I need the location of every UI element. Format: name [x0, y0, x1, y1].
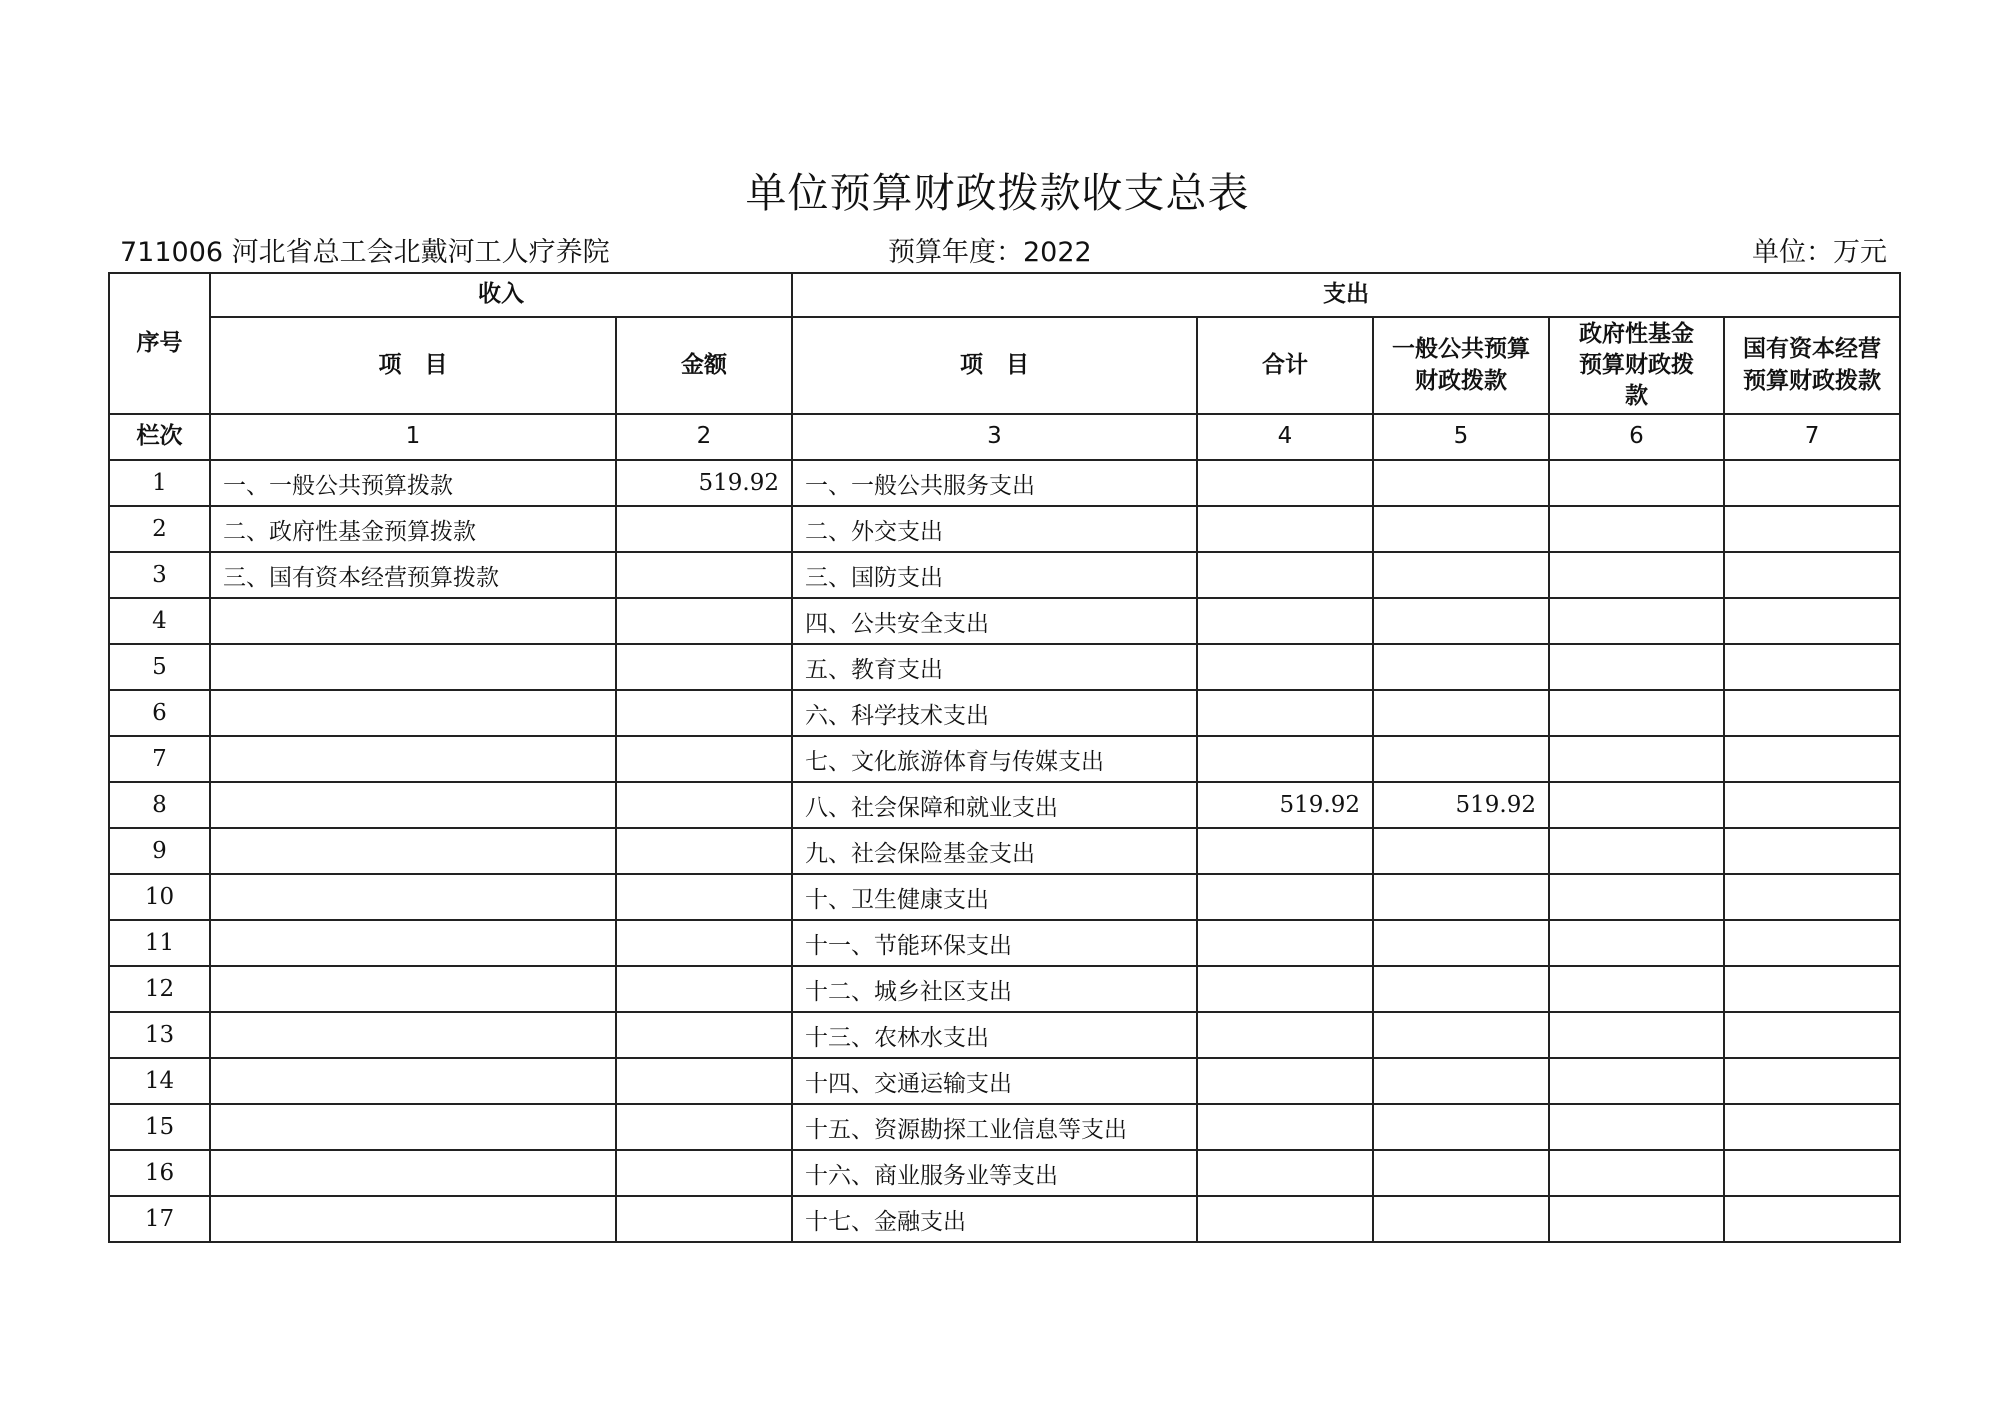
income-amount [616, 920, 792, 966]
expense-gov-fund [1549, 782, 1724, 828]
expense-state-capital [1724, 506, 1900, 552]
expense-total: 519.92 [1197, 782, 1373, 828]
expense-item: 七、文化旅游体育与传媒支出 [792, 736, 1197, 782]
col-index: 1 [210, 414, 616, 460]
expense-gov-fund [1549, 690, 1724, 736]
expense-state-capital [1724, 460, 1900, 506]
row-seq: 13 [109, 1012, 210, 1058]
expense-total [1197, 1012, 1373, 1058]
seq-header: 序号 [109, 273, 210, 414]
expense-total [1197, 598, 1373, 644]
income-amount [616, 782, 792, 828]
expense-item: 十三、农林水支出 [792, 1012, 1197, 1058]
expense-item: 十七、金融支出 [792, 1196, 1197, 1242]
table-row [109, 644, 1900, 690]
expense-item: 一、一般公共服务支出 [792, 460, 1197, 506]
page-title: 单位预算财政拨款收支总表 [745, 169, 1250, 217]
income-amount [616, 644, 792, 690]
expense-total [1197, 920, 1373, 966]
row-seq: 9 [109, 828, 210, 874]
expense-state-capital [1724, 690, 1900, 736]
col-index: 6 [1549, 414, 1724, 460]
expense-item: 十五、资源勘探工业信息等支出 [792, 1104, 1197, 1150]
expense-state-capital [1724, 920, 1900, 966]
expense-general [1373, 690, 1549, 736]
table-row [109, 552, 1900, 598]
expense-gov-fund [1549, 552, 1724, 598]
expense-general [1373, 874, 1549, 920]
table-row [109, 736, 1900, 782]
income-amount [616, 506, 792, 552]
col-income-item: 项 目 [210, 317, 616, 414]
row-seq: 16 [109, 1150, 210, 1196]
expense-state-capital [1724, 1012, 1900, 1058]
row-seq: 6 [109, 690, 210, 736]
expense-general: 519.92 [1373, 782, 1549, 828]
budget-table [108, 272, 1901, 1243]
income-item [210, 874, 616, 920]
unit-name: 711006 河北省总工会北戴河工人疗养院 [120, 237, 610, 268]
income-item [210, 1104, 616, 1150]
expense-gov-fund [1549, 874, 1724, 920]
expense-gov-fund [1549, 1058, 1724, 1104]
table-row [109, 690, 1900, 736]
expense-gov-fund [1549, 460, 1724, 506]
row-seq: 11 [109, 920, 210, 966]
expense-state-capital [1724, 1150, 1900, 1196]
income-amount [616, 736, 792, 782]
row-seq: 7 [109, 736, 210, 782]
income-amount [616, 966, 792, 1012]
expense-gov-fund [1549, 1196, 1724, 1242]
col-index: 4 [1197, 414, 1373, 460]
row-seq: 14 [109, 1058, 210, 1104]
expense-general [1373, 1012, 1549, 1058]
income-item [210, 782, 616, 828]
income-amount [616, 1196, 792, 1242]
col-expense-item: 项 目 [792, 317, 1197, 414]
col-index: 5 [1373, 414, 1549, 460]
expense-item: 九、社会保险基金支出 [792, 828, 1197, 874]
expense-state-capital [1724, 1058, 1900, 1104]
table-row [109, 1196, 1900, 1242]
income-amount [616, 828, 792, 874]
income-amount: 519.92 [616, 460, 792, 506]
income-item [210, 920, 616, 966]
col-index: 2 [616, 414, 792, 460]
expense-total [1197, 552, 1373, 598]
expense-item: 五、教育支出 [792, 644, 1197, 690]
income-item [210, 736, 616, 782]
expense-gov-fund [1549, 920, 1724, 966]
table-row [109, 1058, 1900, 1104]
expense-total [1197, 874, 1373, 920]
expense-item: 十一、节能环保支出 [792, 920, 1197, 966]
expense-total [1197, 966, 1373, 1012]
expense-item: 十、卫生健康支出 [792, 874, 1197, 920]
income-item [210, 644, 616, 690]
expense-general [1373, 966, 1549, 1012]
expense-item: 六、科学技术支出 [792, 690, 1197, 736]
table-row [109, 1104, 1900, 1150]
expense-state-capital [1724, 828, 1900, 874]
unit-label: 单位：万元 [1752, 237, 1887, 268]
expense-general [1373, 598, 1549, 644]
col-general: 一般公共预算财政拨款 [1373, 317, 1549, 414]
expense-state-capital [1724, 782, 1900, 828]
table-row [109, 1150, 1900, 1196]
row-seq: 8 [109, 782, 210, 828]
expense-total [1197, 644, 1373, 690]
col-state-capital: 国有资本经营预算财政拨款 [1724, 317, 1900, 414]
expense-general [1373, 920, 1549, 966]
expense-total [1197, 506, 1373, 552]
expense-item: 十四、交通运输支出 [792, 1058, 1197, 1104]
income-item [210, 1150, 616, 1196]
col-index-label: 栏次 [109, 414, 210, 460]
col-total: 合计 [1197, 317, 1373, 414]
income-item [210, 1058, 616, 1104]
expense-gov-fund [1549, 1104, 1724, 1150]
table-row [109, 1012, 1900, 1058]
income-amount [616, 1058, 792, 1104]
table-row [109, 598, 1900, 644]
row-seq: 3 [109, 552, 210, 598]
expense-general [1373, 506, 1549, 552]
row-seq: 12 [109, 966, 210, 1012]
row-seq: 15 [109, 1104, 210, 1150]
col-index: 7 [1724, 414, 1900, 460]
col-amount: 金额 [616, 317, 792, 414]
expense-general [1373, 736, 1549, 782]
expense-state-capital [1724, 644, 1900, 690]
expense-gov-fund [1549, 736, 1724, 782]
income-item: 一、一般公共预算拨款 [210, 460, 616, 506]
expense-state-capital [1724, 1104, 1900, 1150]
income-amount [616, 1104, 792, 1150]
income-item: 三、国有资本经营预算拨款 [210, 552, 616, 598]
expense-general [1373, 1196, 1549, 1242]
expense-state-capital [1724, 966, 1900, 1012]
expense-general [1373, 552, 1549, 598]
expense-state-capital [1724, 736, 1900, 782]
income-amount [616, 690, 792, 736]
col-gov-fund: 政府性基金预算财政拨款 [1549, 317, 1724, 414]
expense-total [1197, 690, 1373, 736]
row-seq: 10 [109, 874, 210, 920]
expense-gov-fund [1549, 506, 1724, 552]
income-amount [616, 874, 792, 920]
expense-total [1197, 736, 1373, 782]
expense-item: 十二、城乡社区支出 [792, 966, 1197, 1012]
expense-total [1197, 1150, 1373, 1196]
expense-general [1373, 460, 1549, 506]
row-seq: 2 [109, 506, 210, 552]
expense-total [1197, 828, 1373, 874]
expense-general [1373, 1104, 1549, 1150]
income-item [210, 1012, 616, 1058]
expense-item: 三、国防支出 [792, 552, 1197, 598]
expense-item: 二、外交支出 [792, 506, 1197, 552]
expense-total [1197, 1104, 1373, 1150]
row-seq: 17 [109, 1196, 210, 1242]
income-header: 收入 [210, 273, 792, 317]
expense-general [1373, 828, 1549, 874]
expense-general [1373, 1150, 1549, 1196]
col-index: 3 [792, 414, 1197, 460]
expense-gov-fund [1549, 598, 1724, 644]
expense-general [1373, 1058, 1549, 1104]
income-item [210, 690, 616, 736]
table-row [109, 828, 1900, 874]
expense-total [1197, 1058, 1373, 1104]
expense-state-capital [1724, 1196, 1900, 1242]
income-amount [616, 1012, 792, 1058]
row-seq: 1 [109, 460, 210, 506]
expense-item: 四、公共安全支出 [792, 598, 1197, 644]
expense-gov-fund [1549, 644, 1724, 690]
table-row [109, 920, 1900, 966]
expense-gov-fund [1549, 828, 1724, 874]
table-row [109, 782, 1900, 828]
income-amount [616, 1150, 792, 1196]
table-row [109, 460, 1900, 506]
expense-gov-fund [1549, 1012, 1724, 1058]
expense-total [1197, 1196, 1373, 1242]
income-item [210, 1196, 616, 1242]
table-row [109, 966, 1900, 1012]
income-item [210, 966, 616, 1012]
expense-item: 八、社会保障和就业支出 [792, 782, 1197, 828]
expense-state-capital [1724, 598, 1900, 644]
row-seq: 4 [109, 598, 210, 644]
table-row [109, 506, 1900, 552]
expense-header: 支出 [792, 273, 1900, 317]
income-item: 二、政府性基金预算拨款 [210, 506, 616, 552]
income-item [210, 598, 616, 644]
budget-year: 预算年度：2022 [888, 237, 1092, 268]
expense-item: 十六、商业服务业等支出 [792, 1150, 1197, 1196]
table-row [109, 874, 1900, 920]
income-item [210, 828, 616, 874]
expense-general [1373, 644, 1549, 690]
row-seq: 5 [109, 644, 210, 690]
expense-total [1197, 460, 1373, 506]
expense-state-capital [1724, 552, 1900, 598]
expense-state-capital [1724, 874, 1900, 920]
expense-gov-fund [1549, 966, 1724, 1012]
income-amount [616, 552, 792, 598]
income-amount [616, 598, 792, 644]
expense-gov-fund [1549, 1150, 1724, 1196]
